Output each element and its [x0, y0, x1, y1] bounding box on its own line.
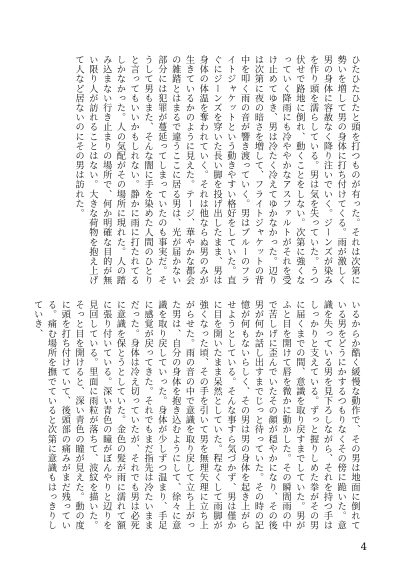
page-number: 4: [360, 542, 367, 553]
text-block-upper: ひたひたひたと頭を打つものが有った。それは次第に勢いを増して男の身体に打ち付けてくる。雨が激しく男の身体に容赦なく降り注いでいく。ジーンズが染みを作り頭を濡らしている。男は気を失っていた。うつ伏せで路地に倒れ、動くことをしない。次第に強くなっていく降雨にも冷ややかなアスファルトがそれを受け止めてゆき、男は冷たく冷えてゆかなかった。辺りは次第に夜の暗さを増して、フライトジャケットの背中を叩く雨の音が響き渡っていく。男はブルーのフライトジャケットという動きやすい格好をしていた。直ぐにジーンズを穿いた長い脚を投げ出したまま、男は身体の体温を奪われていく。それは他ならぬ男のみが生きているかのように見えた。テージ、華やかな都会の雑踏とはまるで違うここに居る男は、光が届かない部分には犯罪が蔓延ってしまっていたのも事実だ。そうして男もまた、そんな闇に手を染めた人間のひとりと言ってもいいかもしれない。静かに雨に打たれてるしかなかった。人の気配がその場所に現れた。人の踏み込まない行き止まりの場所で、何か明確な目的が無い限り人が訪れることはない。大きな荷物を抱え上げて人など居ないのにその男は訪れた。: [73, 55, 359, 286]
text-block-lower: いるからか酷く緩慢な動作で、その男は地面に倒れている男をどうにかするつもりなくその傍に跪いた。意識を失っている男を見下ろしながら、それを持つ手はしっかりと支えている。ずっと握りしめた拳がその男に届くまでの間、意識を取り戻すまでしていた。男がふと目を開けて唇を微かに動かした。その瞬間雨の中で苦しげに歪んでいたその顔が穏やかになり、その後男が何か話し出すまでじっと待っていた。その時の記憶が何もないらしく、その男は男の身体を起き上がらせようとしている。そんな事すら気づかず、男は僅かに目を開いたまま呆然としていた。程なくして雨脚が強くなった頃、その手を引いて男を無理矢理に立ち上がらせた。雨の音の中で意識を取り戻して立ち上がった男は、自分の身体を抱き込むようにして、徐々に意識を取り戻していった。身体が少しずつ温まり、手足に感覚が戻ってきた。それでもまだ指先は冷たいままだった。身体は冷え切っていたが、それでも男は必死に意識を保とうとしていた。金色の髪が雨に濡れて額に張り付いている。深い青色の瞳がぼんやりと辺りを見回している。里面に雨粒が落ちて、波紋を描いた。そっと目を開けると、深い青色の瞳が見えた。動の度に頭を打ち付けていて、後頭部の痛みがまだ残っている。痛む場所を撫でていると次第に意識もはっきりしていき、: [31, 300, 359, 531]
